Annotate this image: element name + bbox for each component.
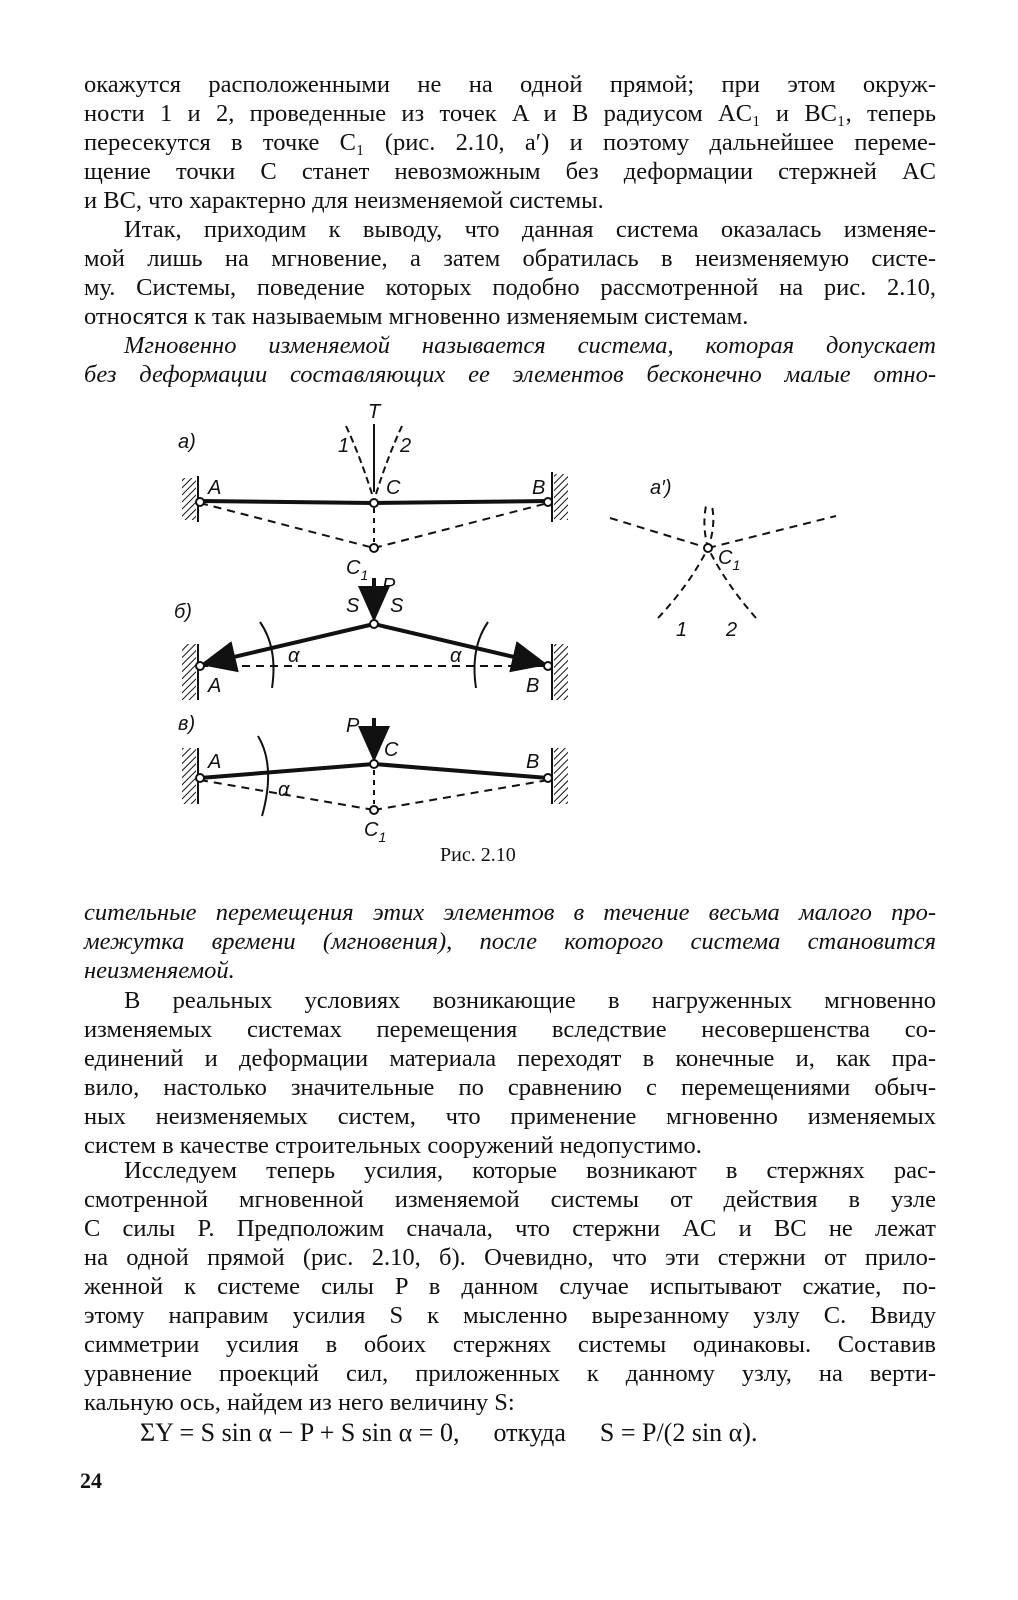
- text-line: уравнение проекций сил, приложенных к данному узлу, на верти-: [84, 1360, 936, 1387]
- text-line: неизменяемой.: [84, 957, 235, 984]
- definition-continuation: [84, 898, 936, 985]
- text-line: без деформации составляющих ее элементов бесконечно малые отно-: [84, 361, 936, 388]
- definition-paragraph: [84, 331, 936, 389]
- label-p-b: P: [382, 575, 396, 597]
- label-c-v: C: [384, 739, 399, 761]
- panel-b-label: б): [174, 601, 192, 623]
- label-2-prime: 2: [726, 619, 738, 641]
- text-line: ности 1 и 2, проведенные из точек A и B радиусом AC₁ и BC₁, теперь: [84, 100, 936, 127]
- text-line: окажутся расположенными не на одной прямой; при этом окруж-: [84, 71, 936, 98]
- text-line: ных неизменяемых систем, что применение мгновенно изменяемых: [84, 1103, 936, 1130]
- label-alpha-b-left: α: [288, 645, 300, 667]
- support-right-a: [554, 474, 568, 520]
- figure-diagram: [160, 396, 860, 856]
- text-line: женной к системе силы P в данном случае испытывают сжатие, по-: [84, 1273, 936, 1300]
- equation-left: ΣY = S sin α − P + S sin α = 0,: [140, 1418, 460, 1447]
- panel-v-label: в): [178, 713, 196, 735]
- text-line: му. Системы, поведение которых подобно рассмотренной на рис. 2.10,: [84, 274, 936, 301]
- text-line: систем в качестве строительных сооружений недопустимо.: [84, 1132, 702, 1159]
- label-c1: $C_1$: [346, 557, 369, 583]
- text-line: на одной прямой (рис. 2.10, б). Очевидно, что эти стержни от прило-: [84, 1244, 936, 1271]
- text-line: смотренной мгновенной изменяемой системы от действия в узле: [84, 1186, 936, 1213]
- label-alpha-b-right: α: [450, 645, 462, 667]
- text-line: единений и деформации материала переходят в конечные и, как пра-: [84, 1045, 936, 1072]
- paragraph-6: [84, 1156, 936, 1417]
- figure-caption: Рис. 2.10: [440, 844, 516, 866]
- equation-right: S = P/(2 sin α).: [599, 1418, 758, 1447]
- label-a-v: A: [208, 751, 222, 773]
- text-line: C силы P. Предположим сначала, что стержни AC и BC не лежат: [84, 1215, 936, 1242]
- bar-bc-a: [374, 501, 548, 503]
- text-line: пересекутся в точке C₁ (рис. 2.10, a′) и поэтому дальнейшее переме-: [84, 129, 936, 156]
- label-1: 1: [338, 435, 350, 457]
- equation-middle: откуда: [493, 1418, 566, 1447]
- text-line: кальную ось, найдем из него величину S:: [84, 1389, 515, 1416]
- text-line: Итак, приходим к выводу, что данная система оказалась изменяе-: [124, 216, 936, 243]
- text-line: относятся к так называемым мгновенно изменяемым системам.: [84, 303, 749, 330]
- label-a-b: A: [208, 675, 222, 697]
- paragraph-5: [84, 986, 936, 1160]
- label-p-v: P: [346, 715, 360, 737]
- label-1-prime: 1: [676, 619, 688, 641]
- label-s-left: S: [346, 595, 360, 617]
- text-line: симметрии усилия в обоих стержнях системы одинаковы. Составив: [84, 1331, 936, 1358]
- text-line: изменяемых системах перемещения вследствие несовершенства со-: [84, 1016, 936, 1043]
- text-line: мой лишь на мгновение, а затем обратилась в неизменяемую систе-: [84, 245, 936, 272]
- support-left-a: [182, 478, 196, 520]
- panel-a-label: а): [178, 431, 196, 453]
- label-c: C: [386, 477, 401, 499]
- label-b-v: B: [526, 751, 540, 773]
- text-line: сительные перемещения этих элементов в течение весьма малого про-: [84, 899, 936, 926]
- bar-ac-v: [200, 764, 374, 778]
- page-number: 24: [80, 1468, 102, 1493]
- label-t: T: [368, 401, 381, 423]
- label-alpha-v: α: [278, 779, 290, 801]
- equation: [140, 1418, 757, 1448]
- label-c1-prime: $C_1$: [718, 547, 741, 573]
- text-line: В реальных условиях возникающие в нагруженных мгновенно: [124, 987, 936, 1014]
- text-line: вило, настолько значительные по сравнению с перемещениями обыч-: [84, 1074, 936, 1101]
- label-b: B: [532, 477, 546, 499]
- bar-bc-v: [374, 764, 548, 778]
- label-a: A: [208, 477, 222, 499]
- text-line: Исследуем теперь усилия, которые возникают в стержнях рас-: [124, 1157, 936, 1184]
- figure-2-10: [160, 396, 860, 856]
- label-c1-v: $C_1$: [364, 819, 387, 845]
- panel-a-prime-label: а′): [650, 477, 672, 499]
- label-b-b: B: [526, 675, 540, 697]
- text-line: Мгновенно изменяемой называется система, которая допускает: [124, 332, 936, 359]
- paragraph-1: [84, 70, 936, 215]
- text-line: и BC, что характерно для неизменяемой системы.: [84, 187, 604, 214]
- label-s-right: S: [390, 595, 404, 617]
- label-2: 2: [400, 435, 412, 457]
- text-line: этому направим усилия S к мысленно вырезанному узлу C. Ввиду: [84, 1302, 936, 1329]
- paragraph-2: [84, 215, 936, 331]
- bar-ac-a: [200, 501, 374, 503]
- text-line: щение точки C станет невозможным без деформации стержней AC: [84, 158, 936, 185]
- text-line: межутка времени (мгновения), после которого система становится: [84, 928, 936, 955]
